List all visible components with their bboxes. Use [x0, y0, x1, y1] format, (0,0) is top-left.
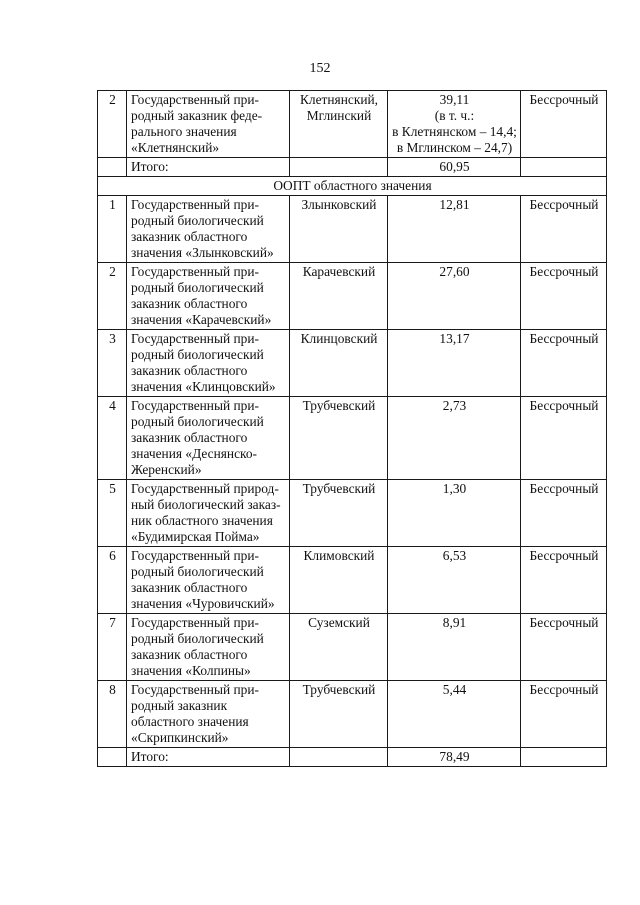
row-number: 2 [109, 92, 116, 107]
district-line: Клинцовский [300, 331, 378, 346]
district-cell [290, 196, 388, 263]
area-size-cell [388, 681, 521, 748]
row-number-cell [98, 330, 127, 397]
term-cell [521, 480, 607, 547]
row-number: 7 [109, 615, 116, 630]
area-size-line: 12,81 [439, 197, 470, 212]
area-name-line: заказник областного [131, 580, 248, 595]
area-name-line: Государственный при- [131, 92, 259, 107]
district-line: Злынковский [301, 197, 377, 212]
area-name-line: «Скрипкинский» [131, 730, 229, 745]
row-number-cell [98, 196, 127, 263]
area-size-line: (в т. ч.: [434, 108, 475, 123]
row-number: 6 [109, 548, 116, 563]
area-name-line: родный биологический [131, 347, 264, 362]
total-label-cell [127, 748, 290, 767]
area-size-line: 27,60 [439, 264, 470, 279]
term-value: Бессрочный [529, 197, 599, 212]
total-empty-cell [521, 748, 607, 767]
area-name-line: областного значения [131, 714, 249, 729]
area-name-cell [127, 547, 290, 614]
area-name-cell [127, 330, 290, 397]
table-row [98, 547, 607, 614]
area-name-line: значения «Злынковский» [131, 245, 274, 260]
district-cell [290, 91, 388, 158]
area-size-line: 6,53 [442, 548, 467, 563]
district-cell [290, 681, 388, 748]
table-row [98, 91, 607, 158]
area-size-line: 8,91 [442, 615, 467, 630]
row-number-cell [98, 614, 127, 681]
row-number: 1 [109, 197, 116, 212]
table-row [98, 480, 607, 547]
area-name-line: заказник областного [131, 430, 248, 445]
total-value-cell [388, 158, 521, 177]
area-name-cell [127, 397, 290, 480]
term-value: Бессрочный [529, 481, 599, 496]
area-size-cell [388, 263, 521, 330]
term-value: Бессрочный [529, 331, 599, 346]
table-row [98, 614, 607, 681]
district-cell [290, 547, 388, 614]
total-empty-cell [98, 158, 127, 177]
total-row [98, 158, 607, 177]
area-size-cell [388, 480, 521, 547]
area-size-line: 1,30 [442, 481, 467, 496]
term-cell [521, 547, 607, 614]
area-name-line: заказник областного [131, 296, 248, 311]
area-size-cell [388, 547, 521, 614]
area-name-line: значения «Колпины» [131, 663, 251, 678]
area-name-line: Государственный природ- [131, 481, 279, 496]
district-cell [290, 263, 388, 330]
section-header: ООПТ областного значения [98, 177, 607, 196]
area-name-line: значения «Деснянско- [131, 446, 258, 461]
area-name-cell [127, 91, 290, 158]
term-cell [521, 681, 607, 748]
total-empty-cell [290, 158, 388, 177]
row-number-cell [98, 480, 127, 547]
table-body [98, 91, 607, 767]
area-name-line: Государственный при- [131, 264, 259, 279]
area-name-line: Государственный при- [131, 615, 259, 630]
area-size-line: 13,17 [439, 331, 470, 346]
term-value: Бессрочный [529, 615, 599, 630]
row-number-cell [98, 681, 127, 748]
term-cell [521, 196, 607, 263]
term-cell [521, 91, 607, 158]
area-size-line: в Клетнянском – 14,4; [392, 124, 517, 139]
table-row [98, 330, 607, 397]
area-name-cell [127, 614, 290, 681]
total-empty-cell [290, 748, 388, 767]
area-size-cell [388, 196, 521, 263]
area-name-line: заказник областного [131, 229, 248, 244]
area-name-line: Жеренский» [131, 462, 202, 477]
term-value: Бессрочный [529, 398, 599, 413]
total-label: Итого: [131, 159, 169, 174]
district-line: Мглинский [306, 108, 372, 123]
area-size-cell [388, 330, 521, 397]
area-name-line: ник областного значения [131, 513, 273, 528]
area-name-line: заказник областного [131, 647, 248, 662]
total-value-cell [388, 748, 521, 767]
term-cell [521, 614, 607, 681]
area-name-line: родный биологический [131, 213, 264, 228]
page-number: 152 [309, 61, 331, 76]
area-name-line: родный биологический [131, 631, 264, 646]
row-number: 8 [109, 682, 116, 697]
row-number: 3 [109, 331, 116, 346]
section-header-row [98, 177, 607, 196]
district-line: Трубчевский [302, 398, 376, 413]
row-number: 2 [109, 264, 116, 279]
total-label-cell [127, 158, 290, 177]
area-name-cell [127, 681, 290, 748]
area-name-line: заказник областного [131, 363, 248, 378]
district-line: Карачевский [302, 264, 376, 279]
table-row [98, 397, 607, 480]
area-size-line: в Мглинском – 24,7) [396, 140, 513, 155]
district-line: Трубчевский [302, 481, 376, 496]
protected-areas-table [97, 90, 607, 767]
area-name-line: значения «Карачевский» [131, 312, 272, 327]
area-name-cell [127, 263, 290, 330]
term-cell [521, 330, 607, 397]
area-name-line: Государственный при- [131, 331, 259, 346]
area-name-line: «Будимирская Пойма» [131, 529, 260, 544]
district-cell [290, 330, 388, 397]
total-label: Итого: [131, 749, 169, 764]
area-name-line: Государственный при- [131, 548, 259, 563]
area-name-line: родный заказник [131, 698, 228, 713]
row-number: 5 [109, 481, 116, 496]
term-value: Бессрочный [529, 264, 599, 279]
term-cell [521, 397, 607, 480]
total-empty-cell [98, 748, 127, 767]
district-cell [290, 480, 388, 547]
term-value: Бессрочный [529, 682, 599, 697]
district-cell [290, 614, 388, 681]
total-value: 78,49 [439, 749, 470, 764]
term-value: Бессрочный [529, 92, 599, 107]
area-name-cell [127, 480, 290, 547]
area-name-line: значения «Клинцовский» [131, 379, 276, 394]
area-size-line: 2,73 [442, 398, 467, 413]
row-number-cell [98, 547, 127, 614]
total-row [98, 748, 607, 767]
row-number-cell [98, 263, 127, 330]
area-name-line: Государственный при- [131, 398, 259, 413]
district-line: Трубчевский [302, 682, 376, 697]
total-empty-cell [521, 158, 607, 177]
district-line: Климовский [303, 548, 375, 563]
row-number-cell [98, 91, 127, 158]
area-size-line: 5,44 [442, 682, 467, 697]
area-name-cell [127, 196, 290, 263]
area-name-line: ный биологический заказ- [131, 497, 281, 512]
area-size-cell [388, 397, 521, 480]
row-number-cell [98, 397, 127, 480]
area-size-line: 39,11 [439, 92, 470, 107]
area-size-cell [388, 614, 521, 681]
area-name-line: Государственный при- [131, 682, 259, 697]
area-name-line: родный заказник феде- [131, 108, 263, 123]
area-name-line: родный биологический [131, 414, 264, 429]
area-name-line: родный биологический [131, 564, 264, 579]
district-cell [290, 397, 388, 480]
total-value: 60,95 [439, 159, 470, 174]
term-cell [521, 263, 607, 330]
table-row [98, 263, 607, 330]
table-row [98, 681, 607, 748]
area-name-line: рального значения [131, 124, 237, 139]
area-name-line: Государственный при- [131, 197, 259, 212]
term-value: Бессрочный [529, 548, 599, 563]
row-number: 4 [109, 398, 116, 413]
table-row [98, 196, 607, 263]
district-line: Клетнянский, [299, 92, 379, 107]
area-name-line: «Клетнянский» [131, 140, 220, 155]
area-name-line: родный биологический [131, 280, 264, 295]
area-name-line: значения «Чуровичский» [131, 596, 275, 611]
area-size-cell [388, 91, 521, 158]
district-line: Суземский [308, 615, 370, 630]
